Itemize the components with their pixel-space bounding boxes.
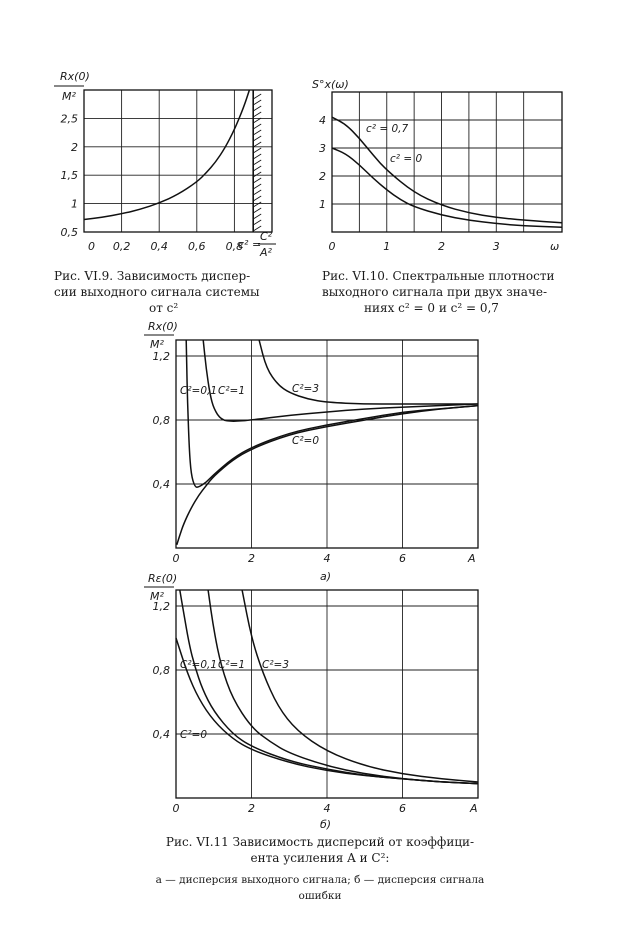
fig11a-ytick-2: 1,2 bbox=[152, 350, 170, 363]
fig11b-curve-label-1: C²=1 bbox=[218, 659, 246, 671]
fig9-ytick-2: 1,5 bbox=[60, 169, 78, 183]
fig10-xtick-3: 3 bbox=[492, 240, 500, 253]
fig11b-curve-label-3: C²=0 bbox=[180, 729, 208, 741]
fig11a-xtick-0: 0 bbox=[172, 552, 180, 565]
fig11b-plot-area bbox=[153, 590, 479, 815]
fig9-caption-line-2: сии выходного сигнала системы bbox=[54, 285, 260, 299]
fig11b-xlabel: A bbox=[470, 802, 478, 815]
fig11a-curve-label-1: C²=1 bbox=[218, 385, 246, 397]
fig11b-curve-label-0: C²=0,1 bbox=[180, 659, 218, 671]
fig11b-ylabel-numerator: Rε(0) bbox=[148, 572, 178, 585]
fig11b-series-1 bbox=[180, 590, 478, 784]
fig11b-xtick-1: 2 bbox=[248, 802, 255, 815]
fig11a-xlabel: A bbox=[468, 552, 476, 565]
fig9-caption-line-1: Рис. VI.9. Зависимость диспер- bbox=[54, 269, 251, 283]
fig11a-ytick-1: 0,8 bbox=[152, 414, 170, 427]
fig11a-xtick-2: 4 bbox=[323, 552, 331, 565]
fig11a-xtick-1: 2 bbox=[248, 552, 255, 565]
fig11a-ylabel-numerator: Rx(0) bbox=[148, 320, 178, 333]
fig11b-xtick-3: 6 bbox=[399, 802, 406, 815]
fig10-xtick-0: 0 bbox=[328, 240, 336, 253]
fig10-ylabel: S°x(ω) bbox=[312, 78, 349, 91]
fig11b-ytick-2: 1,2 bbox=[152, 600, 170, 613]
fig9-ytick-1: 1 bbox=[71, 197, 78, 211]
fig9-xlabel-numerator: C² bbox=[260, 230, 273, 243]
fig9-ytick-3: 2 bbox=[71, 140, 78, 154]
fig10-curve-label-1: c² = 0 bbox=[390, 153, 423, 165]
fig9-ylabel-numerator: Rx(0) bbox=[60, 70, 90, 83]
fig11b-xtick-0: 0 bbox=[172, 802, 180, 815]
fig11a-ylabel-denominator: M² bbox=[150, 338, 164, 351]
fig10-caption-line-3: ниях c² = 0 и c² = 0,7 bbox=[364, 301, 499, 315]
fig9-xtick-0: 0 bbox=[88, 240, 96, 253]
fig11-caption-line-2: ента усиления A и C²: bbox=[250, 851, 390, 865]
fig10-ytick-3: 4 bbox=[319, 114, 326, 127]
fig10-ytick-1: 2 bbox=[319, 170, 326, 183]
fig10-xtick-1: 1 bbox=[383, 240, 391, 253]
fig9-xtick-4: 0,8 bbox=[225, 240, 244, 253]
fig11a-curve-label-3: C²=0 bbox=[292, 435, 320, 447]
fig11b-sublabel: б) bbox=[320, 818, 332, 831]
fig9-xtick-1: 0,2 bbox=[112, 240, 131, 253]
fig9-xlabel-denominator: A² bbox=[260, 246, 272, 259]
fig11b-ytick-1: 0,8 bbox=[152, 664, 170, 677]
fig11b-xtick-2: 4 bbox=[323, 802, 331, 815]
fig11b-series-3 bbox=[242, 590, 478, 782]
fig10-xtick-2: 2 bbox=[438, 240, 446, 253]
fig9-caption-line-3: от c² bbox=[149, 301, 179, 315]
fig11a-sublabel: а) bbox=[320, 570, 332, 583]
fig9-xtick-2: 0,4 bbox=[150, 240, 168, 253]
fig11-caption bbox=[140, 834, 500, 904]
fig9-xlabel-prefix: c² = bbox=[238, 238, 262, 251]
fig11-caption-line-1: Рис. VI.11 Зависимость дисперсий от коэффици- bbox=[165, 835, 475, 849]
fig10-ytick-2: 3 bbox=[319, 142, 326, 155]
fig10-ytick-0: 1 bbox=[319, 198, 326, 211]
fig11b-series-2 bbox=[208, 590, 478, 784]
fig9-ylabel-denominator: M² bbox=[62, 90, 76, 103]
fig9-ytick-0: 0,5 bbox=[60, 226, 78, 239]
fig11b-curve-label-2: C²=3 bbox=[262, 659, 290, 671]
fig11b-ylabel-denominator: M² bbox=[150, 590, 164, 603]
fig11a-xtick-3: 6 bbox=[399, 552, 406, 565]
fig11a-ytick-0: 0,4 bbox=[152, 478, 170, 491]
fig10-curve-label-0: c² = 0,7 bbox=[366, 123, 409, 135]
fig11a-curve-label-2: C²=3 bbox=[292, 383, 320, 395]
fig9-ytick-4: 2,5 bbox=[60, 112, 78, 126]
fig10-caption-line-2: выходного сигнала при двух значе- bbox=[322, 285, 548, 299]
fig11b-ytick-0: 0,4 bbox=[152, 728, 170, 741]
fig10-xlabel: ω bbox=[550, 240, 560, 253]
fig10-caption-line-1: Рис. VI.10. Спектральные плотности bbox=[322, 269, 555, 283]
fig11-caption-note: а — дисперсия выходного сигнала; б — дисперсия сигнала ошибки bbox=[155, 874, 485, 902]
fig9-xtick-3: 0,6 bbox=[188, 240, 206, 253]
fig11a-curve-label-0: C²=0,1 bbox=[180, 385, 218, 397]
